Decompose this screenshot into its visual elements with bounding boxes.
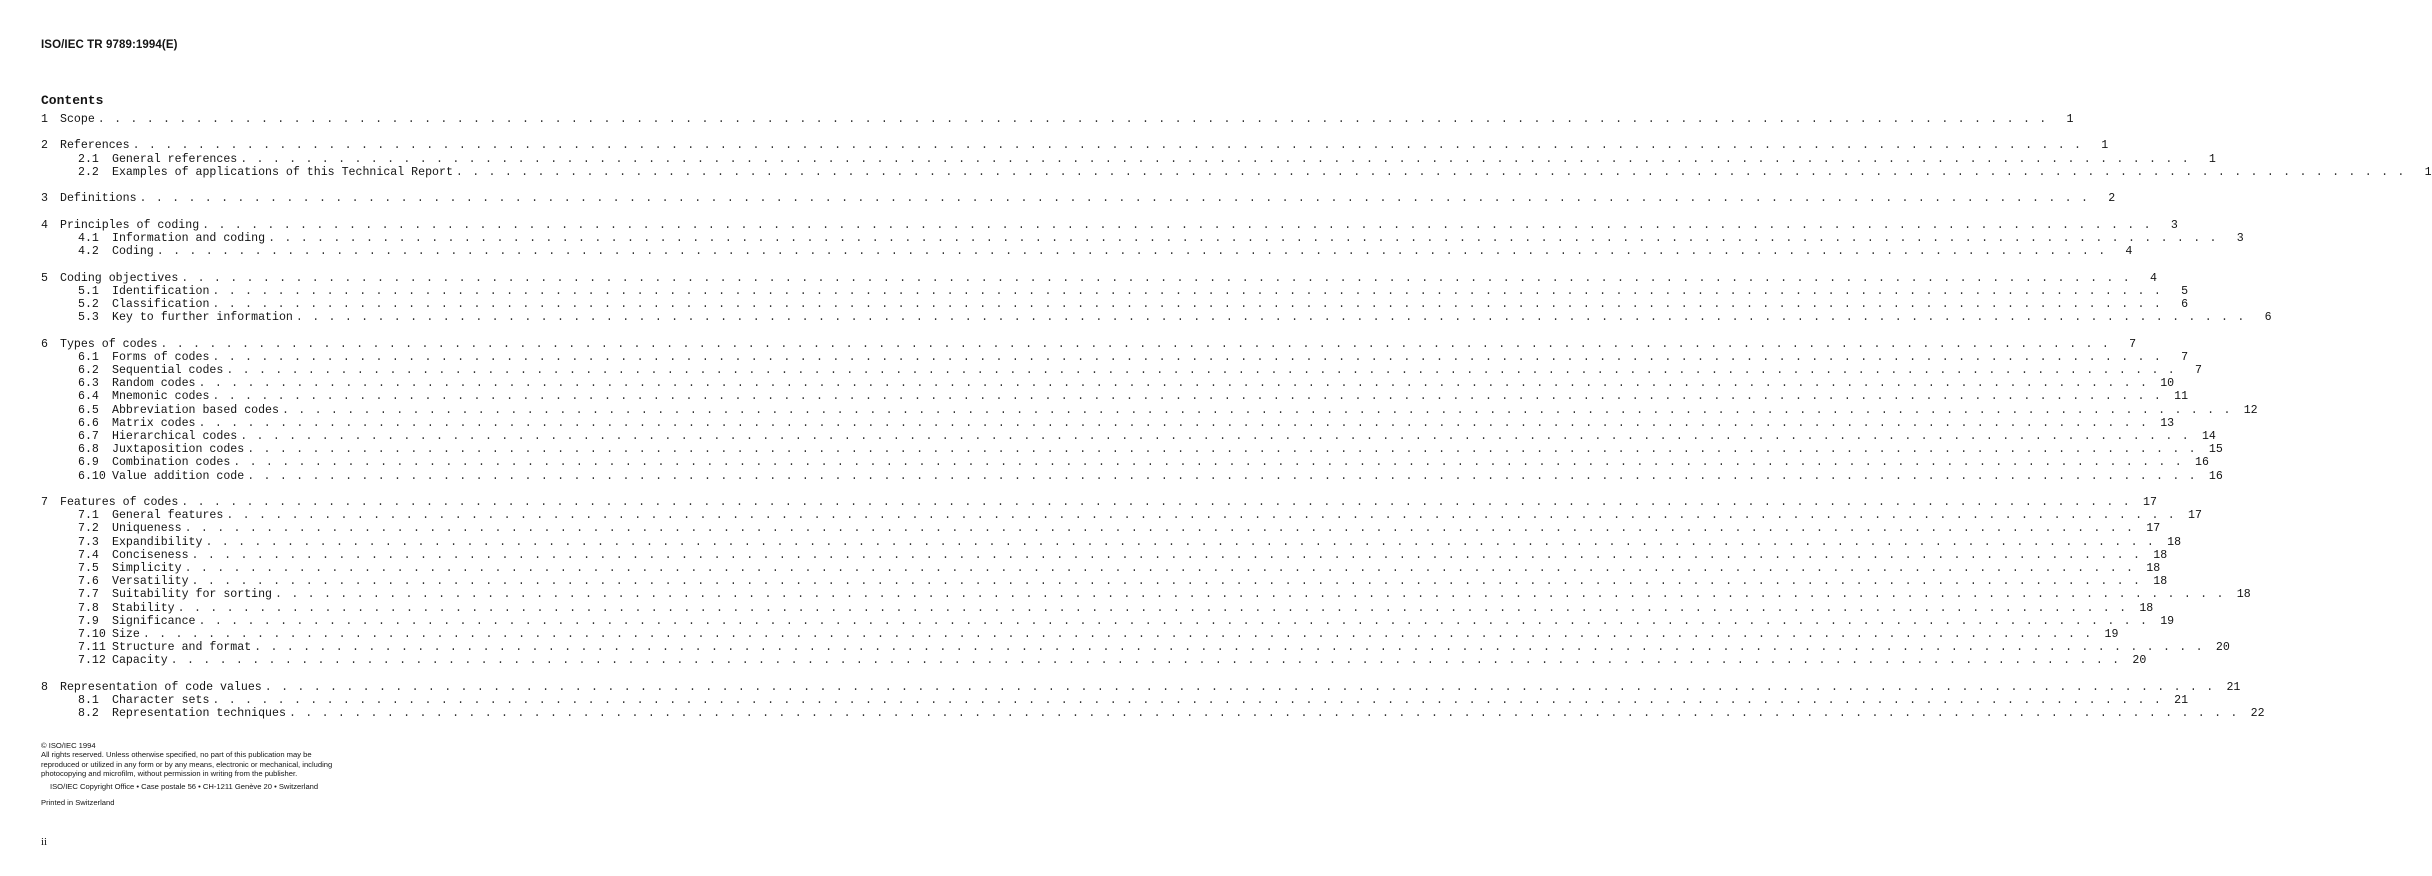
toc-label: Sequential codes xyxy=(112,364,224,378)
copyright-text-line: photocopying and microfilm, without permission in writing from the publisher. xyxy=(41,768,298,778)
toc-label: Conciseness xyxy=(112,548,189,562)
toc-page-number: 4 xyxy=(2125,245,2133,259)
toc-number: 6.10 xyxy=(78,469,106,483)
toc-page-number: 18 xyxy=(2139,601,2154,615)
toc-page-number: 22 xyxy=(2250,707,2265,721)
toc-number: 3 xyxy=(41,192,48,206)
toc-label: Capacity xyxy=(112,654,168,668)
toc-page-number: 6 xyxy=(2181,298,2189,312)
toc-number: 7.9 xyxy=(78,614,99,628)
toc-page-number: 17 xyxy=(2188,509,2202,523)
toc-label: Scope xyxy=(60,113,95,126)
toc-leader-dots: . . . . . . . . . . . . . . . . . . . . . . . . . . . . . . . . . . . . . . . . . . . . . . . . . . . . . . . . . . . . . . . . . . . . . . . . . . . . . . . . . . . . . . . . . . . . . . . . . . . . . . . . . . . . . . . . . . . . . . . . xyxy=(226,364,2176,378)
toc-label: Suitability for sorting xyxy=(112,588,273,602)
toc-page-number: 21 xyxy=(2174,694,2189,708)
toc-subentry[interactable] xyxy=(41,588,2251,602)
toc-number: 6.1 xyxy=(78,350,99,364)
toc-page-number: 17 xyxy=(2142,496,2157,510)
toc-leader-dots: . . . . . . . . . . . . . . . . . . . . . . . . . . . . . . . . . . . . . . . . . . . . . . . . . . . . . . . . . . . . . . . . . . . . . . . . . . . . . . . . . . . . . . . . . . . . . . . . . . . . . . . . . . . . . . . . . . . . . . . . xyxy=(181,496,2131,510)
toc-leader-dots: . . . . . . . . . . . . . . . . . . . . . . . . . . . . . . . . . . . . . . . . . . . . . . . . . . . . . . . . . . . . . . . . . . . . . . . . . . . . . . . . . . . . . . . . . . . . . . . . . . . . . . . . . . . . . . . . . . . . . . . . xyxy=(247,443,2197,457)
toc-subentry[interactable] xyxy=(41,311,2272,325)
printed-in: Printed in Switzerland xyxy=(41,798,115,807)
toc-page-number: 1 xyxy=(2424,165,2432,179)
toc-number: 5 xyxy=(41,271,48,285)
toc-subentry[interactable] xyxy=(41,694,2189,708)
toc-number: 6.3 xyxy=(78,377,99,391)
toc-page-number: 4 xyxy=(2149,271,2157,285)
toc-leader-dots: . . . . . . . . . . . . . . . . . . . . . . . . . . . . . . . . . . . . . . . . . . . . . . . . . . . . . . . . . . . . . . . . . . . . . . . . . . . . . . . . . . . . . . . . . . . . . . . . . . . . . . . . . . . . . . . . . . . . . . . . xyxy=(288,707,2239,721)
toc-subentry[interactable] xyxy=(41,562,2161,576)
toc-subentry[interactable] xyxy=(41,509,2202,523)
toc-page-number: 13 xyxy=(2160,416,2175,430)
toc-subentry[interactable] xyxy=(41,152,2216,166)
toc-page-number: 17 xyxy=(2146,522,2161,536)
toc-label: Key to further information xyxy=(112,311,293,325)
toc-number: 8.1 xyxy=(78,694,99,708)
toc-number: 4 xyxy=(41,218,48,232)
toc-subentry[interactable] xyxy=(41,284,2189,298)
toc-page-number: 16 xyxy=(2194,456,2209,470)
toc-number: 6.4 xyxy=(78,390,99,404)
toc-subentry[interactable] xyxy=(41,245,2133,259)
toc-entry[interactable] xyxy=(41,113,2074,126)
toc-page-number: 1 xyxy=(2208,152,2216,166)
toc-number: 4.2 xyxy=(78,245,99,259)
toc-number: 5.2 xyxy=(78,298,99,312)
toc-number: 7.3 xyxy=(78,535,99,549)
toc-label: Character sets xyxy=(112,694,210,708)
toc-label: Coding objectives xyxy=(60,271,179,285)
toc-page-number: 12 xyxy=(2243,403,2258,417)
toc-number: 7.6 xyxy=(78,575,99,589)
toc-label: Juxtaposition codes xyxy=(112,443,245,457)
toc-leader-dots: . . . . . . . . . . . . . . . . . . . . . . . . . . . . . . . . . . . . . . . . . . . . . . . . . . . . . . . . . . . . . . . . . . . . . . . . . . . . . . . . . . . . . . . . . . . . . . . . . . . . . . . . . . . . . . . . . . . . . . . . xyxy=(156,245,2107,259)
toc-page-number: 16 xyxy=(2208,469,2223,483)
toc-subentry[interactable] xyxy=(41,614,2175,628)
toc-leader-dots: . . . . . . . . . . . . . . . . . . . . . . . . . . . . . . . . . . . . . . . . . . . . . . . . . . . . . . . . . . . . . . . . . . . . . . . . . . . . . . . . . . . . . . . . . . . . . . . . . . . . . . . . . . . . . . . . . . . . . . . . xyxy=(142,627,2093,641)
toc-subentry[interactable] xyxy=(41,390,2189,404)
toc-label: Types of codes xyxy=(60,337,158,351)
toc-leader-dots: . . . . . . . . . . . . . . . . . . . . . . . . . . . . . . . . . . . . . . . . . . . . . . . . . . . . . . . . . . . . . . . . . . . . . . . . . . . . . . . . . . . . . . . . . . . . . . . . . . . . . . . . . . . . . . . . . . . . . . . . xyxy=(240,152,2190,166)
toc-leader-dots: . . . . . . . . . . . . . . . . . . . . . . . . . . . . . . . . . . . . . . . . . . . . . . . . . . . . . . . . . . . . . . . . . . . . . . . . . . . . . . . . . . . . . . . . . . . . . . . . . . . . . . . . . . . . . . . . . . . . . . . . xyxy=(295,311,2246,325)
toc-page-number: 3 xyxy=(2236,232,2244,246)
toc-label: References xyxy=(60,139,130,153)
document-header: ISO/IEC TR 9789:1994(E) xyxy=(41,39,178,51)
toc-subentry[interactable] xyxy=(41,654,2147,668)
toc-leader-dots: . . . . . . . . . . . . . . . . . . . . . . . . . . . . . . . . . . . . . . . . . . . . . . . . . . . . . . . . . . . . . . . . . . . . . . . . . . . . . . . . . . . . . . . . . . . . . . . . . . . . . . . . . . . . . . . . . . . . . . . . xyxy=(264,680,2215,694)
copyright-notice xyxy=(41,741,401,778)
toc-label: Abbreviation based codes xyxy=(112,403,279,417)
copyright-symbol-line: © ISO/IEC 1994 xyxy=(41,741,96,750)
toc-leader-dots: . . . . . . . . . . . . . . . . . . . . . . . . . . . . . . . . . . . . . . . . . . . . . . . . . . . . . . . . . . . . . . . . . . . . . . . . . . . . . . . . . . . . . . . . . . . . . . . . . . . . . . . . . . . . . . . . . . . . . . . . xyxy=(97,113,2048,126)
toc-entry[interactable] xyxy=(41,271,2157,285)
toc-leader-dots: . . . . . . . . . . . . . . . . . . . . . . . . . . . . . . . . . . . . . . . . . . . . . . . . . . . . . . . . . . . . . . . . . . . . . . . . . . . . . . . . . . . . . . . . . . . . . . . . . . . . . . . . . . . . . . . . . . . . . . . . xyxy=(181,271,2131,285)
toc-entry[interactable] xyxy=(41,218,2178,232)
toc-label: Random codes xyxy=(112,377,196,391)
toc-subentry[interactable] xyxy=(41,535,2182,549)
toc-leader-dots: . . . . . . . . . . . . . . . . . . . . . . . . . . . . . . . . . . . . . . . . . . . . . . . . . . . . . . . . . . . . . . . . . . . . . . . . . . . . . . . . . . . . . . . . . . . . . . . . . . . . . . . . . . . . . . . . . . . . . . . . xyxy=(240,430,2190,444)
toc-leader-dots: . . . . . . . . . . . . . . . . . . . . . . . . . . . . . . . . . . . . . . . . . . . . . . . . . . . . . . . . . . . . . . . . . . . . . . . . . . . . . . . . . . . . . . . . . . . . . . . . . . . . . . . . . . . . . . . . . . . . . . . . xyxy=(233,456,2183,470)
toc-page-number: 6 xyxy=(2264,311,2272,325)
toc-number: 7.5 xyxy=(78,562,99,576)
toc-number: 7.10 xyxy=(78,627,106,641)
toc-number: 7 xyxy=(41,496,48,510)
toc-label: Representation techniques xyxy=(112,707,286,721)
toc-leader-dots: . . . . . . . . . . . . . . . . . . . . . . . . . . . . . . . . . . . . . . . . . . . . . . . . . . . . . . . . . . . . . . . . . . . . . . . . . . . . . . . . . . . . . . . . . . . . . . . . . . . . . . . . . . . . . . . . . . . . . . . . xyxy=(198,377,2149,391)
toc-number: 5.1 xyxy=(78,284,99,298)
toc-subentry[interactable] xyxy=(41,522,2161,536)
toc-page-number: 2 xyxy=(2108,192,2116,206)
toc-leader-dots: . . . . . . . . . . . . . . . . . . . . . . . . . . . . . . . . . . . . . . . . . . . . . . . . . . . . . . . . . . . . . . . . . . . . . . . . . . . . . . . . . . . . . . . . . . . . . . . . . . . . . . . . . . . . . . . . . . . . . . . . xyxy=(184,562,2135,576)
toc-subentry[interactable] xyxy=(41,443,2223,457)
toc-number: 2.2 xyxy=(78,165,99,179)
toc-label: Forms of codes xyxy=(112,350,210,364)
toc-number: 6.6 xyxy=(78,416,99,430)
toc-label: Examples of applications of this Technical Report xyxy=(112,165,453,179)
toc-label: Versatility xyxy=(112,575,189,589)
toc-page-number: 19 xyxy=(2160,614,2175,628)
toc-subentry[interactable] xyxy=(41,232,2244,246)
toc-number: 8 xyxy=(41,680,48,694)
toc-leader-dots: . . . . . . . . . . . . . . . . . . . . . . . . . . . . . . . . . . . . . . . . . . . . . . . . . . . . . . . . . . . . . . . . . . . . . . . . . . . . . . . . . . . . . . . . . . . . . . . . . . . . . . . . . . . . . . . . . . . . . . . . xyxy=(191,575,2142,589)
toc-subentry[interactable] xyxy=(41,548,2168,562)
toc-label: Value addition code xyxy=(112,469,245,483)
toc-label: Identification xyxy=(112,284,210,298)
toc-entry[interactable] xyxy=(41,337,2137,351)
toc-page-number: 7 xyxy=(2194,364,2202,378)
toc-label: Significance xyxy=(112,614,196,628)
toc-subentry[interactable] xyxy=(41,364,2202,378)
toc-leader-dots: . . . . . . . . . . . . . . . . . . . . . . . . . . . . . . . . . . . . . . . . . . . . . . . . . . . . . . . . . . . . . . . . . . . . . . . . . . . . . . . . . . . . . . . . . . . . . . . . . . . . . . . . . . . . . . . . . . . . . . . . xyxy=(160,337,2111,351)
toc-leader-dots: . . . . . . . . . . . . . . . . . . . . . . . . . . . . . . . . . . . . . . . . . . . . . . . . . . . . . . . . . . . . . . . . . . . . . . . . . . . . . . . . . . . . . . . . . . . . . . . . . . . . . . . . . . . . . . . . . . . . . . . . xyxy=(281,403,2232,417)
toc-leader-dots: . . . . . . . . . . . . . . . . . . . . . . . . . . . . . . . . . . . . . . . . . . . . . . . . . . . . . . . . . . . . . . . . . . . . . . . . . . . . . . . . . . . . . . . . . . . . . . . . . . . . . . . . . . . . . . . . . . . . . . . . xyxy=(254,641,2204,655)
toc-subentry[interactable] xyxy=(41,377,2175,391)
toc-page-number: 1 xyxy=(2066,113,2074,126)
page-number: ii xyxy=(41,836,48,848)
toc-page-number: 14 xyxy=(2201,430,2216,444)
toc-leader-dots: . . . . . . . . . . . . . . . . . . . . . . . . . . . . . . . . . . . . . . . . . . . . . . . . . . . . . . . . . . . . . . . . . . . . . . . . . . . . . . . . . . . . . . . . . . . . . . . . . . . . . . . . . . . . . . . . . . . . . . . . xyxy=(202,218,2152,232)
toc-label: General references xyxy=(112,152,238,166)
toc-leader-dots: . . . . . . . . . . . . . . . . . . . . . . . . . . . . . . . . . . . . . . . . . . . . . . . . . . . . . . . . . . . . . . . . . . . . . . . . . . . . . . . . . . . . . . . . . . . . . . . . . . . . . . . . . . . . . . . . . . . . . . . . xyxy=(212,390,2163,404)
toc-label: Definitions xyxy=(60,192,137,206)
toc-number: 7.1 xyxy=(78,509,99,523)
toc-number: 6 xyxy=(41,337,48,351)
toc-number: 4.1 xyxy=(78,232,99,246)
toc-subentry[interactable] xyxy=(41,469,2223,483)
toc-leader-dots: . . . . . . . . . . . . . . . . . . . . . . . . . . . . . . . . . . . . . . . . . . . . . . . . . . . . . . . . . . . . . . . . . . . . . . . . . . . . . . . . . . . . . . . . . . . . . . . . . . . . . . . . . . . . . . . . . . . . . . . . xyxy=(170,654,2121,668)
toc-number: 8.2 xyxy=(78,707,99,721)
toc-leader-dots: . . . . . . . . . . . . . . . . . . . . . . . . . . . . . . . . . . . . . . . . . . . . . . . . . . . . . . . . . . . . . . . . . . . . . . . . . . . . . . . . . . . . . . . . . . . . . . . . . . . . . . . . . . . . . . . . . . . . . . . . xyxy=(212,298,2163,312)
toc-page-number: 11 xyxy=(2174,390,2189,404)
toc-leader-dots: . . . . . . . . . . . . . . . . . . . . . . . . . . . . . . . . . . . . . . . . . . . . . . . . . . . . . . . . . . . . . . . . . . . . . . . . . . . . . . . . . . . . . . . . . . . . . . . . . . . . . . . . . . . . . . . . . . . . . . . . xyxy=(132,139,2083,153)
toc-page-number: 5 xyxy=(2181,284,2189,298)
toc-page-number: 1 xyxy=(2101,139,2109,153)
toc-number: 6.5 xyxy=(78,403,99,417)
toc-page-number: 19 xyxy=(2104,627,2119,641)
toc-subentry[interactable] xyxy=(41,430,2216,444)
toc-page-number: 7 xyxy=(2129,337,2137,351)
toc-number: 7.4 xyxy=(78,548,99,562)
toc-subentry[interactable] xyxy=(41,416,2175,430)
toc-entry[interactable] xyxy=(41,192,2116,206)
toc-subentry[interactable] xyxy=(41,298,2189,312)
contents-title: Contents xyxy=(41,93,104,108)
toc-entry[interactable] xyxy=(41,139,2109,153)
toc-subentry[interactable] xyxy=(41,350,2189,364)
toc-label: General features xyxy=(112,509,224,523)
toc-label: Structure and format xyxy=(112,641,252,655)
toc-page-number: 15 xyxy=(2208,443,2223,457)
toc-entry[interactable] xyxy=(41,496,2157,510)
toc-leader-dots: . . . . . . . . . . . . . . . . . . . . . . . . . . . . . . . . . . . . . . . . . . . . . . . . . . . . . . . . . . . . . . . . . . . . . . . . . . . . . . . . . . . . . . . . . . . . . . . . . . . . . . . . . . . . . . . . . . . . . . . . xyxy=(191,548,2142,562)
toc-label: Size xyxy=(112,627,140,641)
toc-number: 7.2 xyxy=(78,522,99,536)
toc-number: 2.1 xyxy=(78,152,99,166)
toc-page-number: 20 xyxy=(2132,654,2147,668)
toc-label: Hierarchical codes xyxy=(112,430,238,444)
toc-number: 1 xyxy=(41,113,48,126)
toc-label: Features of codes xyxy=(60,496,179,510)
toc-leader-dots: . . . . . . . . . . . . . . . . . . . . . . . . . . . . . . . . . . . . . . . . . . . . . . . . . . . . . . . . . . . . . . . . . . . . . . . . . . . . . . . . . . . . . . . . . . . . . . . . . . . . . . . . . . . . . . . . . . . . . . . . xyxy=(455,165,2406,179)
toc-label: Matrix codes xyxy=(112,416,196,430)
toc-leader-dots: . . . . . . . . . . . . . . . . . . . . . . . . . . . . . . . . . . . . . . . . . . . . . . . . . . . . . . . . . . . . . . . . . . . . . . . . . . . . . . . . . . . . . . . . . . . . . . . . . . . . . . . . . . . . . . . . . . . . . . . . xyxy=(268,232,2218,246)
toc-leader-dots: . . . . . . . . . . . . . . . . . . . . . . . . . . . . . . . . . . . . . . . . . . . . . . . . . . . . . . . . . . . . . . . . . . . . . . . . . . . . . . . . . . . . . . . . . . . . . . . . . . . . . . . . . . . . . . . . . . . . . . . . xyxy=(212,350,2163,364)
toc-label: Simplicity xyxy=(112,562,182,576)
toc-label: Combination codes xyxy=(112,456,231,470)
toc-leader-dots: . . . . . . . . . . . . . . . . . . . . . . . . . . . . . . . . . . . . . . . . . . . . . . . . . . . . . . . . . . . . . . . . . . . . . . . . . . . . . . . . . . . . . . . . . . . . . . . . . . . . . . . . . . . . . . . . . . . . . . . . xyxy=(275,588,2225,602)
toc-leader-dots: . . . . . . . . . . . . . . . . . . . . . . . . . . . . . . . . . . . . . . . . . . . . . . . . . . . . . . . . . . . . . . . . . . . . . . . . . . . . . . . . . . . . . . . . . . . . . . . . . . . . . . . . . . . . . . . . . . . . . . . . xyxy=(226,509,2176,523)
toc-subentry[interactable] xyxy=(41,627,2119,641)
toc-page-number: 18 xyxy=(2236,588,2251,602)
toc-subentry[interactable] xyxy=(41,456,2209,470)
toc-page-number: 18 xyxy=(2167,535,2182,549)
toc-number: 6.7 xyxy=(78,430,99,444)
toc-label: Principles of coding xyxy=(60,218,200,232)
toc-page-number: 10 xyxy=(2160,377,2175,391)
toc-leader-dots: . . . . . . . . . . . . . . . . . . . . . . . . . . . . . . . . . . . . . . . . . . . . . . . . . . . . . . . . . . . . . . . . . . . . . . . . . . . . . . . . . . . . . . . . . . . . . . . . . . . . . . . . . . . . . . . . . . . . . . . . xyxy=(212,284,2163,298)
toc-label: Expandibility xyxy=(112,535,203,549)
toc-number: 7.11 xyxy=(78,641,106,655)
toc-subentry[interactable] xyxy=(41,641,2230,655)
toc-page-number: 18 xyxy=(2153,575,2168,589)
toc-number: 7.8 xyxy=(78,601,99,615)
toc-leader-dots: . . . . . . . . . . . . . . . . . . . . . . . . . . . . . . . . . . . . . . . . . . . . . . . . . . . . . . . . . . . . . . . . . . . . . . . . . . . . . . . . . . . . . . . . . . . . . . . . . . . . . . . . . . . . . . . . . . . . . . . . xyxy=(247,469,2197,483)
toc-number: 7.12 xyxy=(78,654,106,668)
toc-leader-dots: . . . . . . . . . . . . . . . . . . . . . . . . . . . . . . . . . . . . . . . . . . . . . . . . . . . . . . . . . . . . . . . . . . . . . . . . . . . . . . . . . . . . . . . . . . . . . . . . . . . . . . . . . . . . . . . . . . . . . . . . xyxy=(184,522,2135,536)
toc-leader-dots: . . . . . . . . . . . . . . . . . . . . . . . . . . . . . . . . . . . . . . . . . . . . . . . . . . . . . . . . . . . . . . . . . . . . . . . . . . . . . . . . . . . . . . . . . . . . . . . . . . . . . . . . . . . . . . . . . . . . . . . . xyxy=(212,694,2163,708)
toc-page-number: 3 xyxy=(2170,218,2178,232)
toc-label: Classification xyxy=(112,298,210,312)
toc-leader-dots: . . . . . . . . . . . . . . . . . . . . . . . . . . . . . . . . . . . . . . . . . . . . . . . . . . . . . . . . . . . . . . . . . . . . . . . . . . . . . . . . . . . . . . . . . . . . . . . . . . . . . . . . . . . . . . . . . . . . . . . . xyxy=(177,601,2128,615)
toc-label: Uniqueness xyxy=(112,522,182,536)
copyright-office-address: ISO/IEC Copyright Office • Case postale 56 • CH-1211 Genève 20 • Switzerland xyxy=(50,782,319,791)
toc-entry[interactable] xyxy=(41,680,2241,694)
toc-subentry[interactable] xyxy=(41,403,2258,417)
toc-page-number: 18 xyxy=(2153,548,2168,562)
toc-page-number: 20 xyxy=(2215,641,2230,655)
toc-leader-dots: . . . . . . . . . . . . . . . . . . . . . . . . . . . . . . . . . . . . . . . . . . . . . . . . . . . . . . . . . . . . . . . . . . . . . . . . . . . . . . . . . . . . . . . . . . . . . . . . . . . . . . . . . . . . . . . . . . . . . . . . xyxy=(198,614,2149,628)
toc-page-number: 7 xyxy=(2181,350,2189,364)
table-of-contents xyxy=(41,113,2432,721)
toc-subentry[interactable] xyxy=(41,575,2168,589)
toc-number: 7.7 xyxy=(78,588,99,602)
toc-label: Representation of code values xyxy=(60,680,262,694)
toc-number: 2 xyxy=(41,139,48,153)
toc-number: 6.8 xyxy=(78,443,99,457)
toc-leader-dots: . . . . . . . . . . . . . . . . . . . . . . . . . . . . . . . . . . . . . . . . . . . . . . . . . . . . . . . . . . . . . . . . . . . . . . . . . . . . . . . . . . . . . . . . . . . . . . . . . . . . . . . . . . . . . . . . . . . . . . . . xyxy=(205,535,2156,549)
toc-number: 5.3 xyxy=(78,311,99,325)
toc-subentry[interactable] xyxy=(41,601,2154,615)
toc-leader-dots: . . . . . . . . . . . . . . . . . . . . . . . . . . . . . . . . . . . . . . . . . . . . . . . . . . . . . . . . . . . . . . . . . . . . . . . . . . . . . . . . . . . . . . . . . . . . . . . . . . . . . . . . . . . . . . . . . . . . . . . . xyxy=(198,416,2149,430)
toc-leader-dots: . . . . . . . . . . . . . . . . . . . . . . . . . . . . . . . . . . . . . . . . . . . . . . . . . . . . . . . . . . . . . . . . . . . . . . . . . . . . . . . . . . . . . . . . . . . . . . . . . . . . . . . . . . . . . . . . . . . . . . . . xyxy=(139,192,2090,206)
toc-subentry[interactable] xyxy=(41,165,2432,179)
toc-subentry[interactable] xyxy=(41,707,2265,721)
toc-number: 6.9 xyxy=(78,456,99,470)
toc-label: Information and coding xyxy=(112,232,266,246)
toc-label: Coding xyxy=(112,245,154,259)
toc-label: Stability xyxy=(112,601,175,615)
toc-number: 6.2 xyxy=(78,364,99,378)
copyright-text-line: reproduced or utilized in any form or by any means, electronic or mechanical, including xyxy=(41,759,333,769)
toc-page-number: 21 xyxy=(2226,680,2241,694)
copyright-text-line: All rights reserved. Unless otherwise specified, no part of this publication may be xyxy=(41,750,312,760)
toc-label: Mnemonic codes xyxy=(112,390,210,404)
toc-page-number: 18 xyxy=(2146,562,2161,576)
